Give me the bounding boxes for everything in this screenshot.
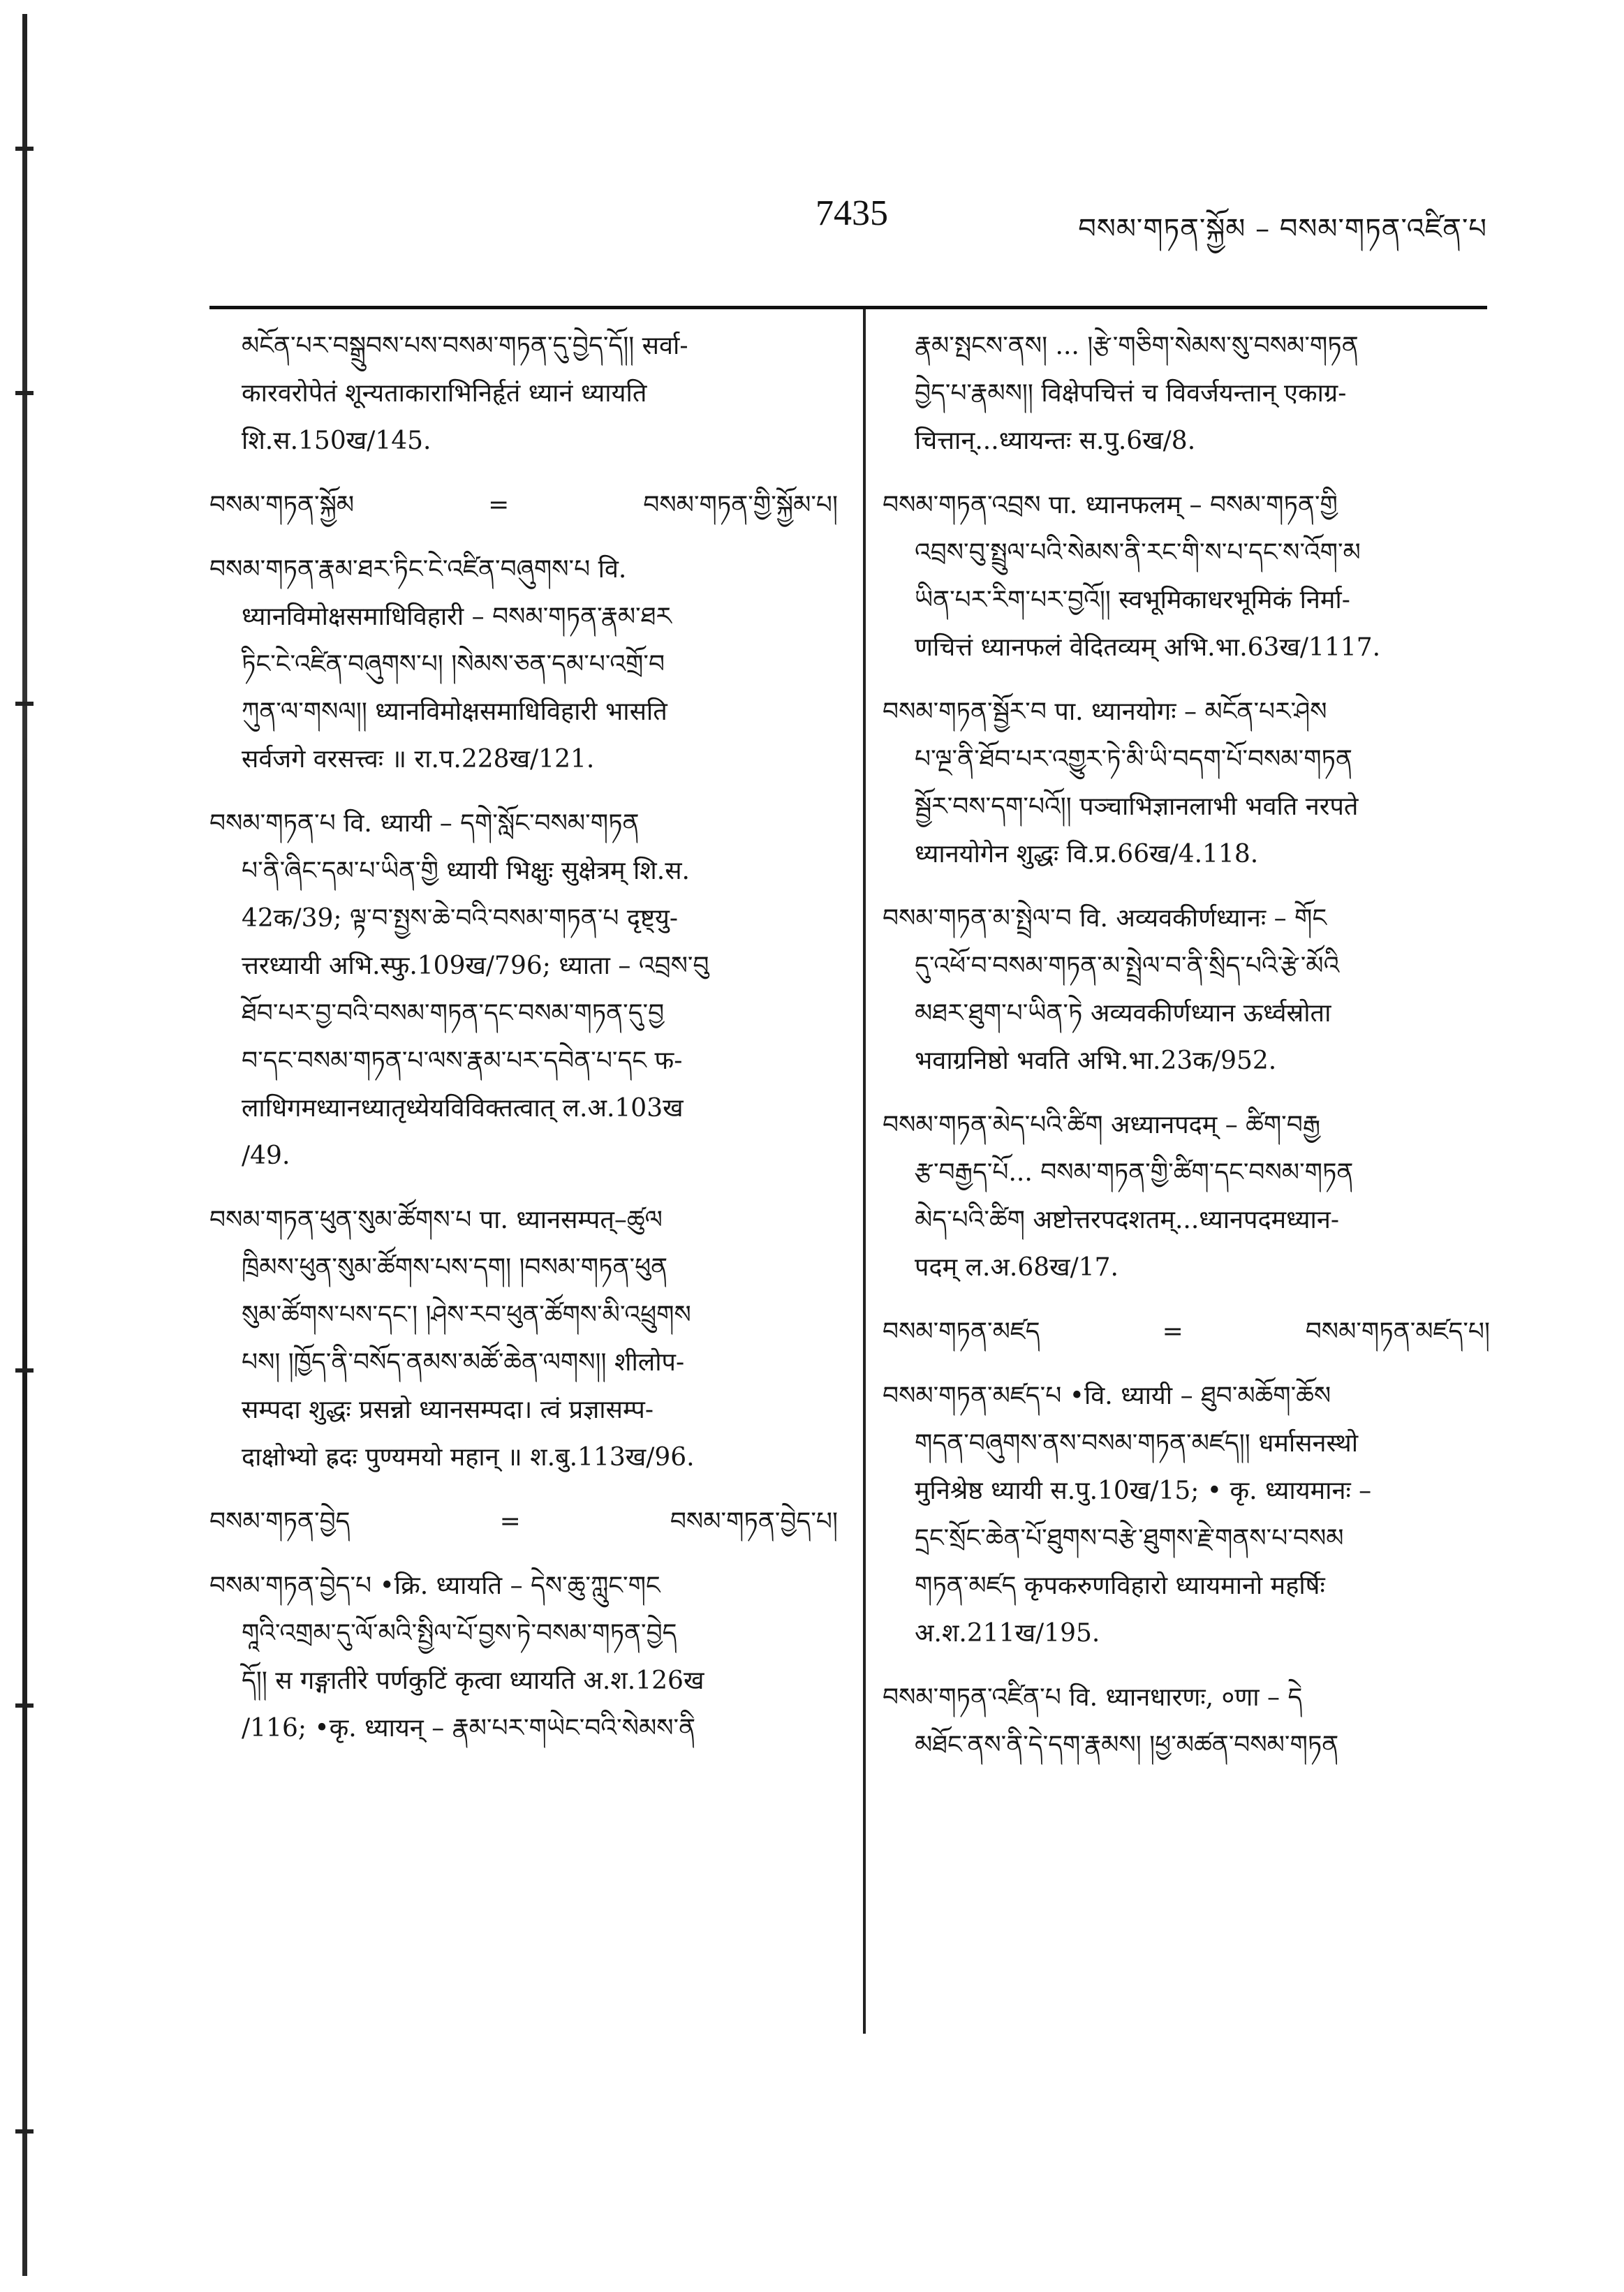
entry-line: दाक्षोभ्यो ह्रदः पुण्यमयो महान् ॥ श.बु.113ख/96. <box>242 1443 695 1472</box>
entry <box>209 1197 838 1481</box>
entry-line: /49. <box>242 1141 290 1170</box>
page-header <box>209 188 1487 244</box>
entry-line: अ.श.211ख/195. <box>915 1619 1100 1648</box>
entry <box>883 482 1490 672</box>
running-head: བསམ་གཏན་སྐྱོམ – བསམ་གཏན་འཛིན་པ <box>1078 213 1487 245</box>
entry-line: རྩ་བརྒྱད་པོ... བསམ་གཏན་གྱི་ཚིག་དང་བསམ་གཏན <box>915 1158 1354 1187</box>
entry-line: भवाग्रनिष्ठो भवति अभि.भा.23क/952. <box>915 1047 1277 1075</box>
entry <box>209 323 838 465</box>
entry-line: ཁྲིམས་ཕུན་སུམ་ཚོགས་པས་དག། །བསམ་གཏན་ཕུན <box>242 1253 668 1282</box>
equals-sign: = <box>1162 1317 1183 1346</box>
entry-line: བསམ་གཏན་འཛིན་པ वि. ध्यानधारणः, ०णा – དེ <box>883 1683 1303 1712</box>
entry-line: མཐར་ཐུག་པ་ཡིན་ཏེ अव्यवकीर्णध्यान ऊर्ध्वस्रोता <box>915 999 1331 1028</box>
header-rule <box>209 306 1487 309</box>
entry-line: སུམ་ཚོགས་པས་དང་། །ཤེས་རབ་ཕུན་ཚོགས་མི་འཕྲུགས <box>242 1301 691 1329</box>
entry-line: ཀུན་ལ་གསལ།། ध्यानविमोक्षसमाधिविहारी भासति <box>242 697 667 726</box>
entry-line: གཱའི་འགྲམ་དུ་ལོ་མའི་སྤྱིལ་པོ་བྱས་ཏེ་བསམ་གཏན་བྱེད <box>242 1619 677 1648</box>
entry <box>209 1562 838 1752</box>
entry-line: གདན་བཞུགས་ནས་བསམ་གཏན་མཛད།། धर्मासनस्थो <box>915 1429 1359 1458</box>
entry-line: ཏིང་ངེ་འཛིན་བཞུགས་པ། །སེམས་ཅན་དམ་པ་འགྲོ་བ <box>242 650 665 679</box>
entry-line: པས། །ཁྱོད་ནི་བསོད་ནམས་མཚོ་ཆེན་ལགས།། शीलोप- <box>242 1348 685 1377</box>
entry <box>883 1674 1490 1769</box>
right-column <box>883 323 1490 1786</box>
entry-line: བསམ་གཏན་མེད་པའི་ཚིག अध्यानपदम् – ཚིག་བརྒྱ <box>883 1111 1321 1139</box>
entry-line: དུ་འཕོ་བ་བསམ་གཏན་མ་སྤྲེལ་བ་ནི་སྲིད་པའི་རྩེ་མོའི <box>915 952 1340 980</box>
entry-line: मुनिश्रेष्ठ ध्यायी स.पु.10ख/15; • कृ. ध्यायमानः – <box>915 1477 1372 1505</box>
entry <box>209 800 838 1180</box>
entry-line: བསམ་གཏན་མ་སྤྲེལ་བ वि. अव्यवकीर्णध्यानः – གོང <box>883 904 1327 933</box>
entry-line: पदम् ल.अ.68ख/17. <box>915 1253 1119 1282</box>
entry <box>883 688 1490 878</box>
entry-line: ध्यानविमोक्षसमाधिविहारी – བསམ་གཏན་རྣམ་ཐར <box>242 602 672 631</box>
entry-line: सर्वजगे वरसत्त्वः ॥ रा.प.228ख/121. <box>242 745 595 774</box>
entry-line: བསམ་གཏན་སྦྱོར་བ पा. ध्यानयोगः – མངོན་པར་ཤེས <box>883 697 1327 726</box>
headword: བསམ་གཏན་བྱེད <box>209 1507 350 1536</box>
entry-line: བསམ་གཏན་བྱེད་པ •क्रि. ध्यायति – དེས་ཆུ་ཀླུང་གང <box>209 1572 660 1600</box>
equals-sign: = <box>488 491 510 519</box>
entry-line: བསམ་གཏན་རྣམ་ཐར་ཏིང་ངེ་འཛིན་བཞུགས་པ वि. <box>209 555 627 584</box>
entry-line: དྲང་སྲོང་ཆེན་པོ་ཐུགས་བརྩེ་ཐུགས་རྗེ་གནས་པ་བསམ <box>915 1524 1344 1553</box>
cross-reference-target: བསམ་གཏན་གྱི་སྐྱོམ་པ། <box>643 491 838 519</box>
cross-reference-target: བསམ་གཏན་མཛད་པ། <box>1305 1317 1490 1346</box>
entry-line: कारवरोपेतं शून्यताकाराभिनिर्हृतं ध्यानं ध्यायति <box>242 379 647 408</box>
entry-line: /116; •कृ. ध्यायन् – རྣམ་པར་གཡེང་བའི་སེམས་ནི <box>242 1714 696 1743</box>
entry-line: བསམ་གཏན་མཛད་པ •वि. ध्यायी – ཐུབ་མཆོག་ཆོས <box>883 1382 1331 1410</box>
entry-line: लाधिगमध्यानध्यातृध्येयविविक्तत्वात् ल.अ.103ख <box>242 1094 684 1123</box>
entry-line: པ་ནི་ཞིང་དམ་པ་ཡིན་གྱི ध्यायी भिक्षुः सुक्षेत्रम् शि.स. <box>242 857 690 885</box>
entry-line: མེད་པའི་ཚིག अष्टोत्तरपदशतम्...ध्यानपदमध्यान- <box>915 1206 1339 1234</box>
equals-sign: = <box>499 1507 521 1536</box>
entry-line: णचित्तं ध्यानफलं वेदितव्यम् अभि.भा.63ख/1117. <box>915 633 1381 662</box>
entry <box>883 1102 1490 1292</box>
entry-line: དོ།། स गङ्गातीरे पर्णकुटिं कृत्वा ध्यायति अ.श.126ख <box>242 1666 704 1695</box>
entry <box>209 546 838 783</box>
entry-line: བྱེད་པ་རྣམས།། विक्षेपचित्तं च विवर्जयन्तान् एकाग्र- <box>915 379 1347 408</box>
entry-line: ཡིན་པར་རིག་པར་བྱའོ།། स्वभूमिकाधरभूमिकं निर्मा- <box>915 586 1350 614</box>
left-column <box>209 323 838 1769</box>
entry-line: सम्पदा शुद्धः प्रसन्नो ध्यानसम्पदा। त्वं प्रज्ञासम्प- <box>242 1396 654 1424</box>
entry-line: པ་ལྔ་ནི་ཐོབ་པར་འགྱུར་ཏེ་མི་ཡི་བདག་པོ་བསམ་གཏན <box>915 745 1353 774</box>
entry-line: སྦྱོར་བས་དག་པའོ།། पञ्चाभिज्ञानलाभी भवति नरपते <box>915 792 1359 821</box>
entry-line: 42क/39; ལྟ་བ་སྤྱས་ཆེ་བའི་བསམ་གཏན་པ दृष्ट्यु- <box>242 904 679 933</box>
page-number: 7435 <box>815 193 888 233</box>
entry-line: བ་དང་བསམ་གཏན་པ་ལས་རྣམ་པར་དབེན་པ་དང फ- <box>242 1047 683 1075</box>
entry-line: རྣམ་སྤངས་ནས། ... །རྩེ་གཅིག་སེམས་སུ་བསམ་གཏན <box>915 332 1359 360</box>
entry <box>883 895 1490 1085</box>
entry-line: चित्तान्...ध्यायन्तः स.पु.6ख/8. <box>915 427 1196 455</box>
entry <box>883 323 1490 465</box>
entry <box>883 1373 1490 1657</box>
entry-line: त्तरध्यायी अभि.स्फु.109ख/796; ध्याता – འབྲས་བུ <box>242 952 709 980</box>
entry-line: གཏན་མཛད कृपकरुणविहारो ध्यायमानो महर्षिः <box>915 1572 1325 1600</box>
entry-line: མངོན་པར་བསྒྲུབས་པས་བསམ་གཏན་དུ་བྱེད་དོ།། सर्वा- <box>242 332 688 360</box>
column-divider <box>863 309 866 2034</box>
headword: བསམ་གཏན་མཛད <box>883 1317 1040 1346</box>
entry-line: བསམ་གཏན་ཕུན་སུམ་ཚོགས་པ पा. ध्यानसम्पत्–ཚུལ <box>209 1206 663 1234</box>
entry-line: शि.स.150ख/145. <box>242 427 431 455</box>
cross-reference-entry <box>209 482 838 529</box>
entry-line: ཐོབ་པར་བྱ་བའི་བསམ་གཏན་དང་བསམ་གཏན་དུ་བྱ <box>242 999 665 1028</box>
entry-line: བསམ་གཏན་འབྲས पा. ध्यानफलम् – བསམ་གཏན་གྱི <box>883 491 1338 519</box>
headword: བསམ་གཏན་སྐྱོམ <box>209 491 355 519</box>
cross-reference-target: བསམ་གཏན་བྱེད་པ། <box>670 1507 838 1536</box>
entry-line: ध्यानयोगेन शुद्धः वि.प्र.66ख/4.118. <box>915 840 1259 868</box>
entry-line: མཐོང་ནས་ནི་དེ་དག་རྣམས། །ཕྱ་མཚན་བསམ་གཏན <box>915 1731 1339 1759</box>
cross-reference-entry <box>883 1308 1490 1356</box>
cross-reference-entry <box>209 1498 838 1546</box>
binding-edge <box>15 14 34 2276</box>
entry-line: འབྲས་བུ་སྤྲུལ་པའི་སེམས་ནི་རང་གི་ས་པ་དང་ས་འོག་མ <box>915 538 1361 567</box>
entry-line: བསམ་གཏན་པ वि. ध्यायी – དགེ་སློང་བསམ་གཏན <box>209 809 640 838</box>
